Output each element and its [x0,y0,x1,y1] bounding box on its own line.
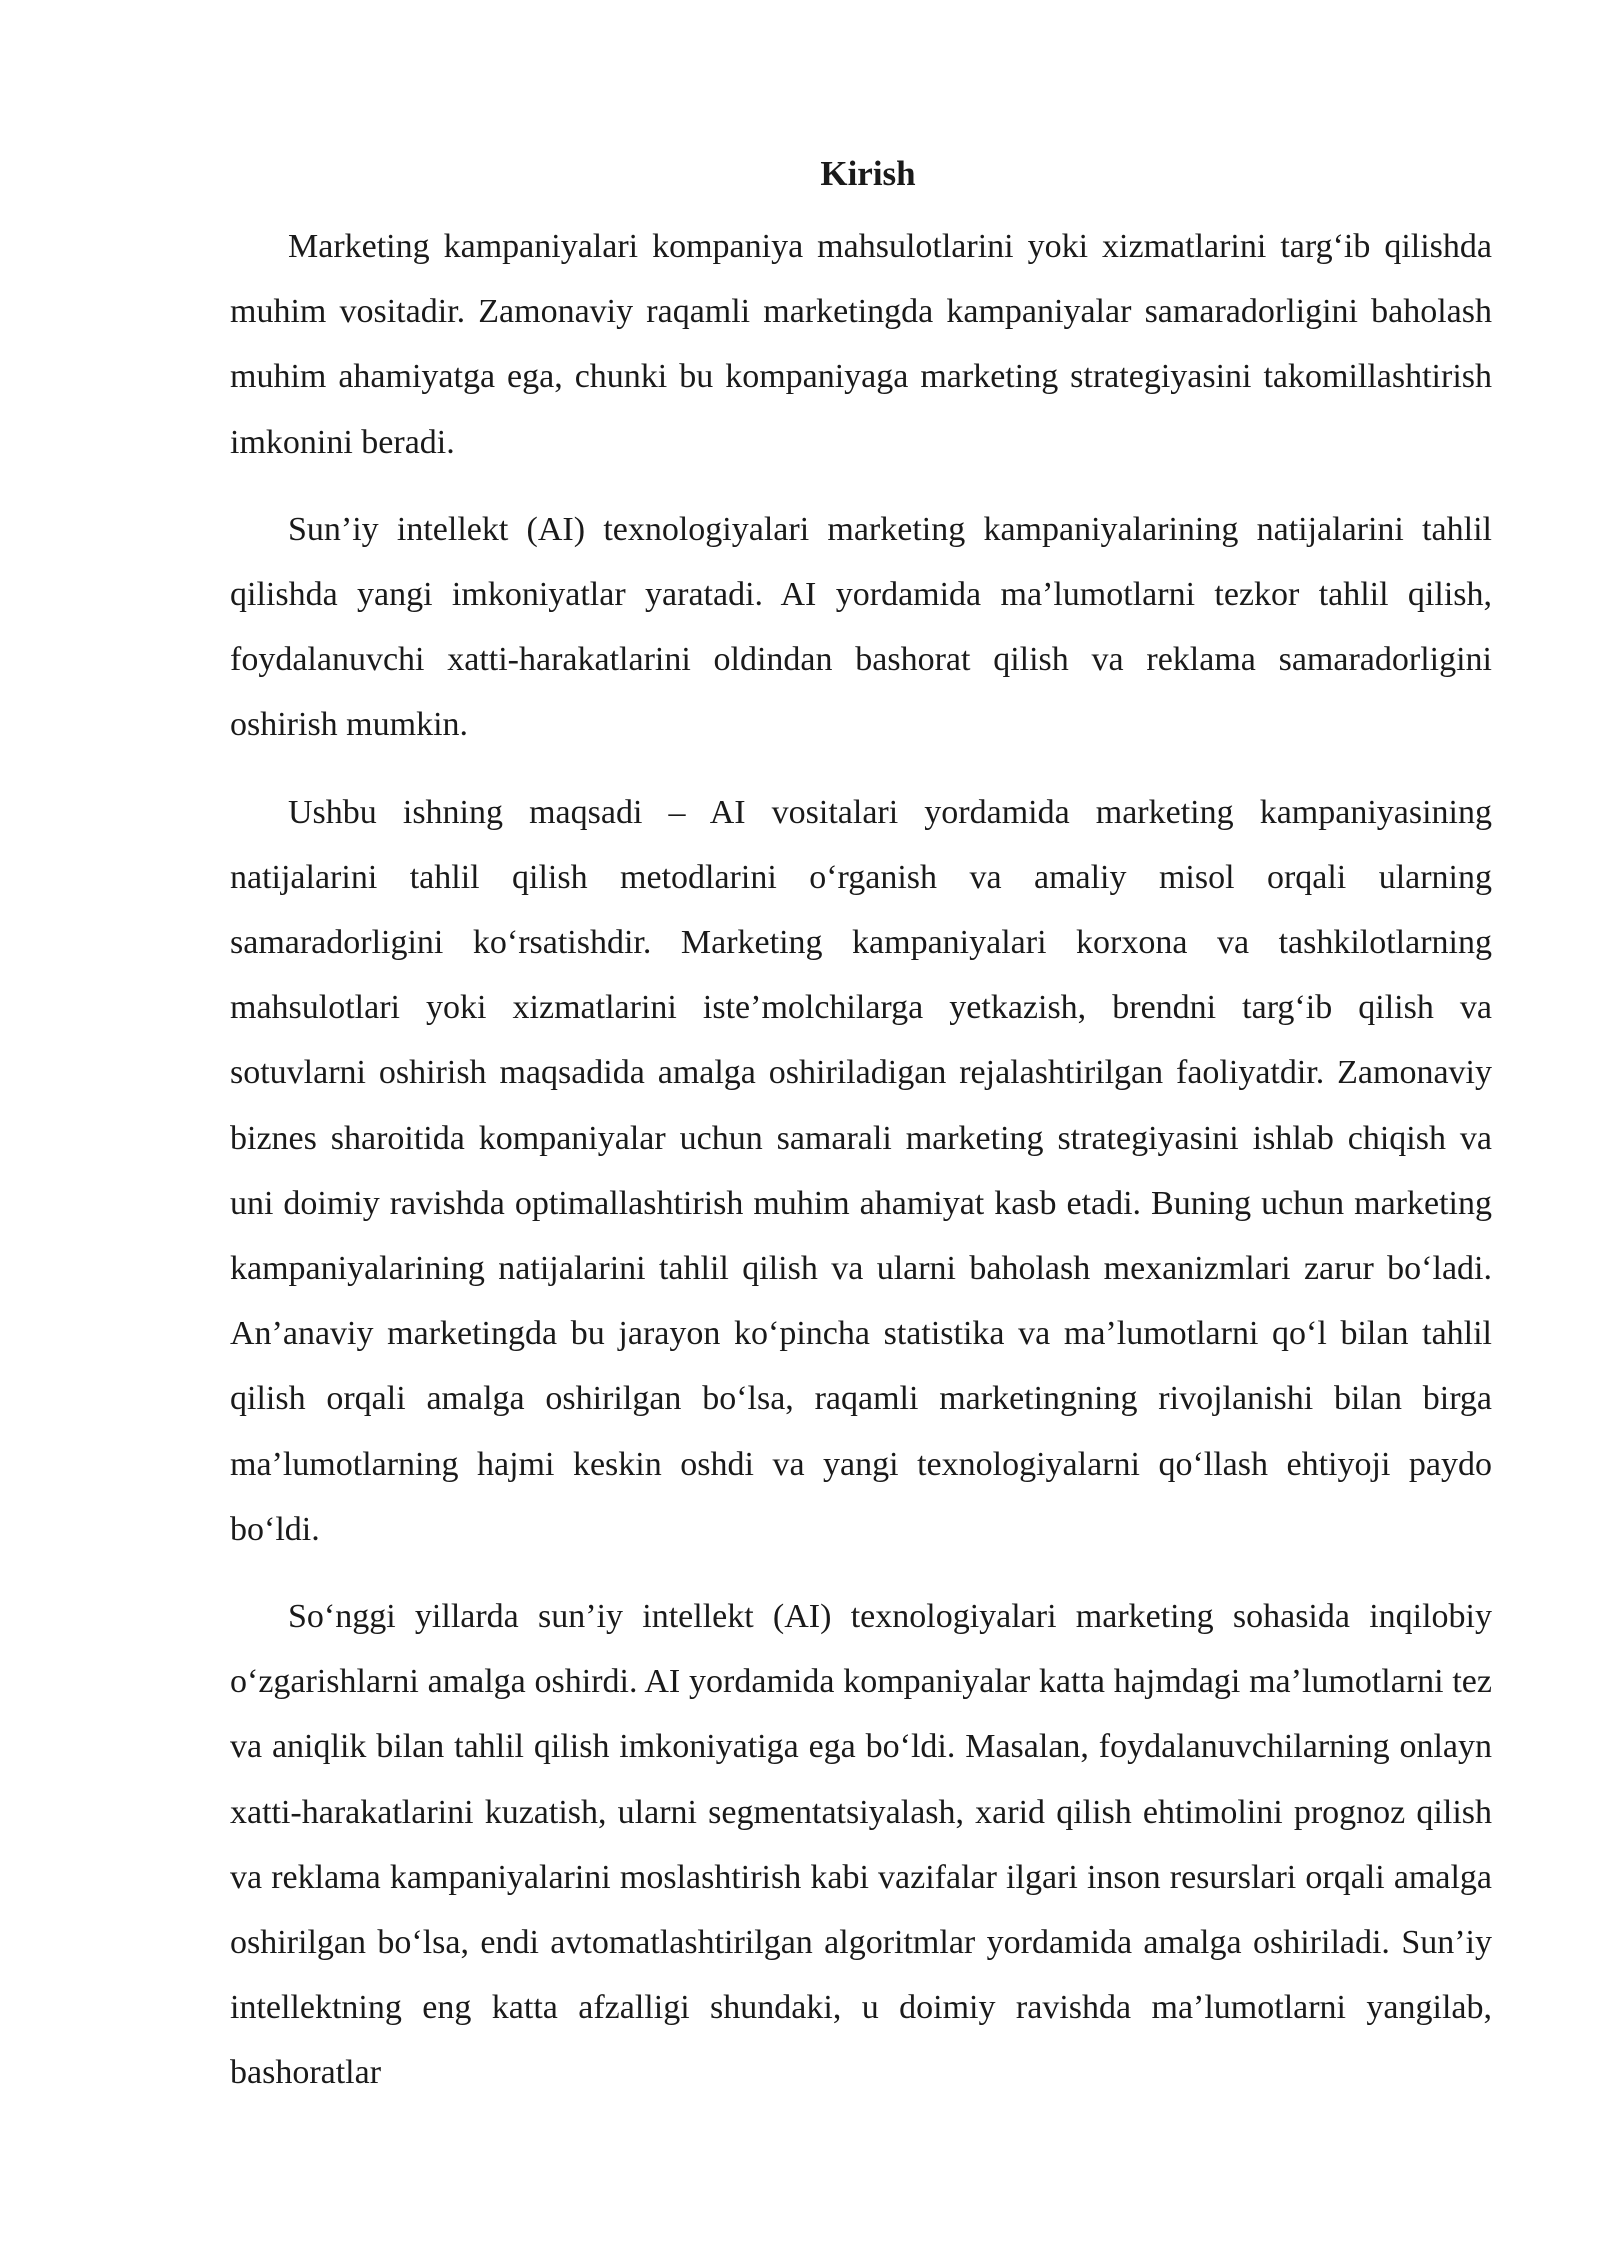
section-title: Kirish [820,154,916,193]
paragraph-1: Marketing kampaniyalari kompaniya mahsulotlarini yoki xizmatlarini targ‘ib qilishda muhim vositadir. Zamonaviy raqamli marketingda kampaniyalar samaradorligini baholash muhim ahamiyatga ega, chunki bu kompaniyaga marketing strategiyasini takomillashtirish imkonini beradi. [230,228,1492,461]
document-page [230,150,1492,2128]
paragraph-4: So‘nggi yillarda sun’iy intellekt (AI) texnologiyalari marketing sohasida inqilobiy o‘zgarishlarni amalga oshirdi. AI yordamida kompaniyalar katta hajmdagi ma’lumotlarni tez va aniqlik bilan tahlil qilish imkoniyatiga ega bo‘ldi. Masalan, foydalanuvchilarning onlayn xatti-harakatlarini kuzatish, ularni segmentatsiyalash, xarid qilish ehtimolini prognoz qilish va reklama kampaniyalarini moslashtirish kabi vazifalar ilgari inson resurslari orqali amalga oshirilgan bo‘lsa, endi avtomatlashtirilgan algoritmlar yordamida amalga oshiriladi. Sun’iy intellektning eng katta afzalligi shundaki, u doimiy ravishda ma’lumotlarni yangilab, bashoratlar [230,1598,1492,2092]
paragraph-2: Sun’iy intellekt (AI) texnologiyalari marketing kampaniyalarining natijalarini tahlil qilishda yangi imkoniyatlar yaratadi. AI yordamida ma’lumotlarni tezkor tahlil qilish, foydalanuvchi xatti-harakatlarini oldindan bashorat qilish va reklama samaradorligini oshirish mumkin. [230,510,1492,744]
paragraph-3: Ushbu ishning maqsadi – AI vositalari yordamida marketing kampaniyasining natijalarini tahlil qilish metodlarini o‘rganish va amaliy misol orqali ularning samaradorligini ko‘rsatishdir. Marketing kampaniyalari korxona va tashkilotlarning mahsulotlari yoki xizmatlarini iste’molchilarga yetkazish, brendni targ‘ib qilish va sotuvlarni oshirish maqsadida amalga oshiriladigan rejalashtirilgan faoliyatdir. Zamonaviy biznes sharoitida kompaniyalar uchun samarali marketing strategiyasini ishlab chiqish va uni doimiy ravishda optimallashtirish muhim ahamiyat kasb etadi. Buning uchun marketing kampaniyalarining natijalarini tahlil qilish va ularni baholash mexanizmlari zarur bo‘ladi. An’anaviy marketingda bu jarayon ko‘pincha statistika va ma’lumotlarni qo‘l bilan tahlil qilish orqali amalga oshirilgan bo‘lsa, raqamli marketingning rivojlanishi bilan birga ma’lumotlarning hajmi keskin oshdi va yangi texnologiyalarni qo‘llash ehtiyoji paydo bo‘ldi. [230,793,1492,1548]
